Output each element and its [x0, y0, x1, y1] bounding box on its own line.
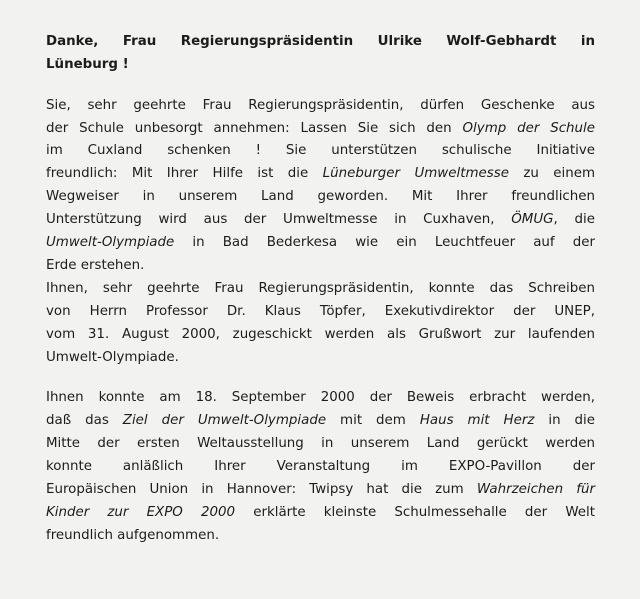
text-segment: Sie, sehr geehrte Frau Regierungspräsidentin, dürfen Geschenke aus	[46, 97, 595, 113]
text-segment: der Schule unbesorgt annehmen: Lassen Sie sich den	[46, 120, 463, 136]
text-line	[46, 234, 595, 252]
text-line	[46, 257, 595, 275]
italic-text: Olymp der Schule	[462, 120, 595, 136]
text-line	[46, 504, 595, 522]
text-line	[46, 120, 595, 138]
text-line	[46, 435, 595, 453]
italic-text: ÖMUG	[511, 212, 554, 228]
text-segment: daß das	[46, 413, 123, 429]
italic-text: Kinder zur EXPO 2000	[46, 504, 236, 520]
text-line	[46, 303, 595, 321]
text-segment: Wegweiser in unserem Land geworden. Mit Ihrer freundlichen	[46, 189, 595, 205]
text-segment: freundlich aufgenommen.	[46, 527, 220, 543]
text-segment: , die	[553, 212, 595, 228]
text-line	[46, 527, 595, 545]
text-segment: Erde erstehen.	[46, 257, 145, 273]
text-line	[46, 389, 595, 407]
text-segment: Umwelt-Olympiade.	[46, 349, 179, 365]
italic-text: Wahrzeichen für	[476, 481, 596, 497]
text-segment: im Cuxland schenken ! Sie unterstützen schulische Initiative	[46, 143, 595, 159]
text-segment: erklärte kleinste Schulmessehalle der Welt	[235, 504, 595, 520]
text-segment: Ihnen, sehr geehrte Frau Regierungspräsidentin, konnte das Schreiben	[46, 280, 595, 296]
text-line	[46, 481, 595, 499]
text-segment: in die	[534, 413, 595, 429]
italic-text: Lüneburger Umweltmesse	[322, 166, 509, 182]
text-line	[46, 165, 595, 183]
text-line	[46, 280, 595, 298]
heading-line	[46, 33, 595, 51]
text-segment: Unterstützung wird aus der Umweltmesse in Cuxhaven,	[46, 212, 512, 228]
text-segment: von Herrn Professor Dr. Klaus Töpfer, Exekutivdirektor der UNEP,	[46, 303, 595, 319]
italic-text: Ziel der Umwelt-Olympiade	[122, 413, 327, 429]
text-segment: in Bad Bederkesa wie ein Leuchtfeuer auf der	[174, 235, 595, 251]
text-segment: Ihnen konnte am 18. September 2000 der Beweis erbracht werden,	[46, 390, 595, 406]
italic-text: Haus mit Herz	[419, 413, 535, 429]
text-line	[46, 326, 595, 344]
text-line	[46, 211, 595, 229]
text-segment: Danke, Frau Regierungspräsidentin Ulrike Wolf-Gebhardt in	[46, 34, 595, 49]
text-line	[46, 97, 595, 115]
text-segment: Lüneburg !	[46, 56, 129, 72]
text-segment: mit dem	[326, 413, 420, 429]
text-segment: vom 31. August 2000, zugeschickt werden als Grußwort zur laufenden	[46, 326, 595, 342]
text-segment: Mitte der ersten Weltausstellung in unserem Land gerückt werden	[46, 436, 595, 452]
text-line	[46, 412, 595, 430]
text-segment: zu einem	[508, 166, 595, 182]
text-line	[46, 458, 595, 476]
heading-line	[46, 56, 595, 74]
text-segment: konnte anläßlich Ihrer Veranstaltung im EXPO-Pavillon der	[46, 459, 595, 475]
italic-text: Umwelt-Olympiade	[46, 235, 175, 251]
text-line	[46, 188, 595, 206]
text-line	[46, 142, 595, 160]
text-line	[46, 349, 595, 367]
text-segment: freundlich: Mit Ihrer Hilfe ist die	[46, 166, 323, 182]
text-segment: Europäischen Union in Hannover: Twipsy hat die zum	[46, 481, 477, 497]
